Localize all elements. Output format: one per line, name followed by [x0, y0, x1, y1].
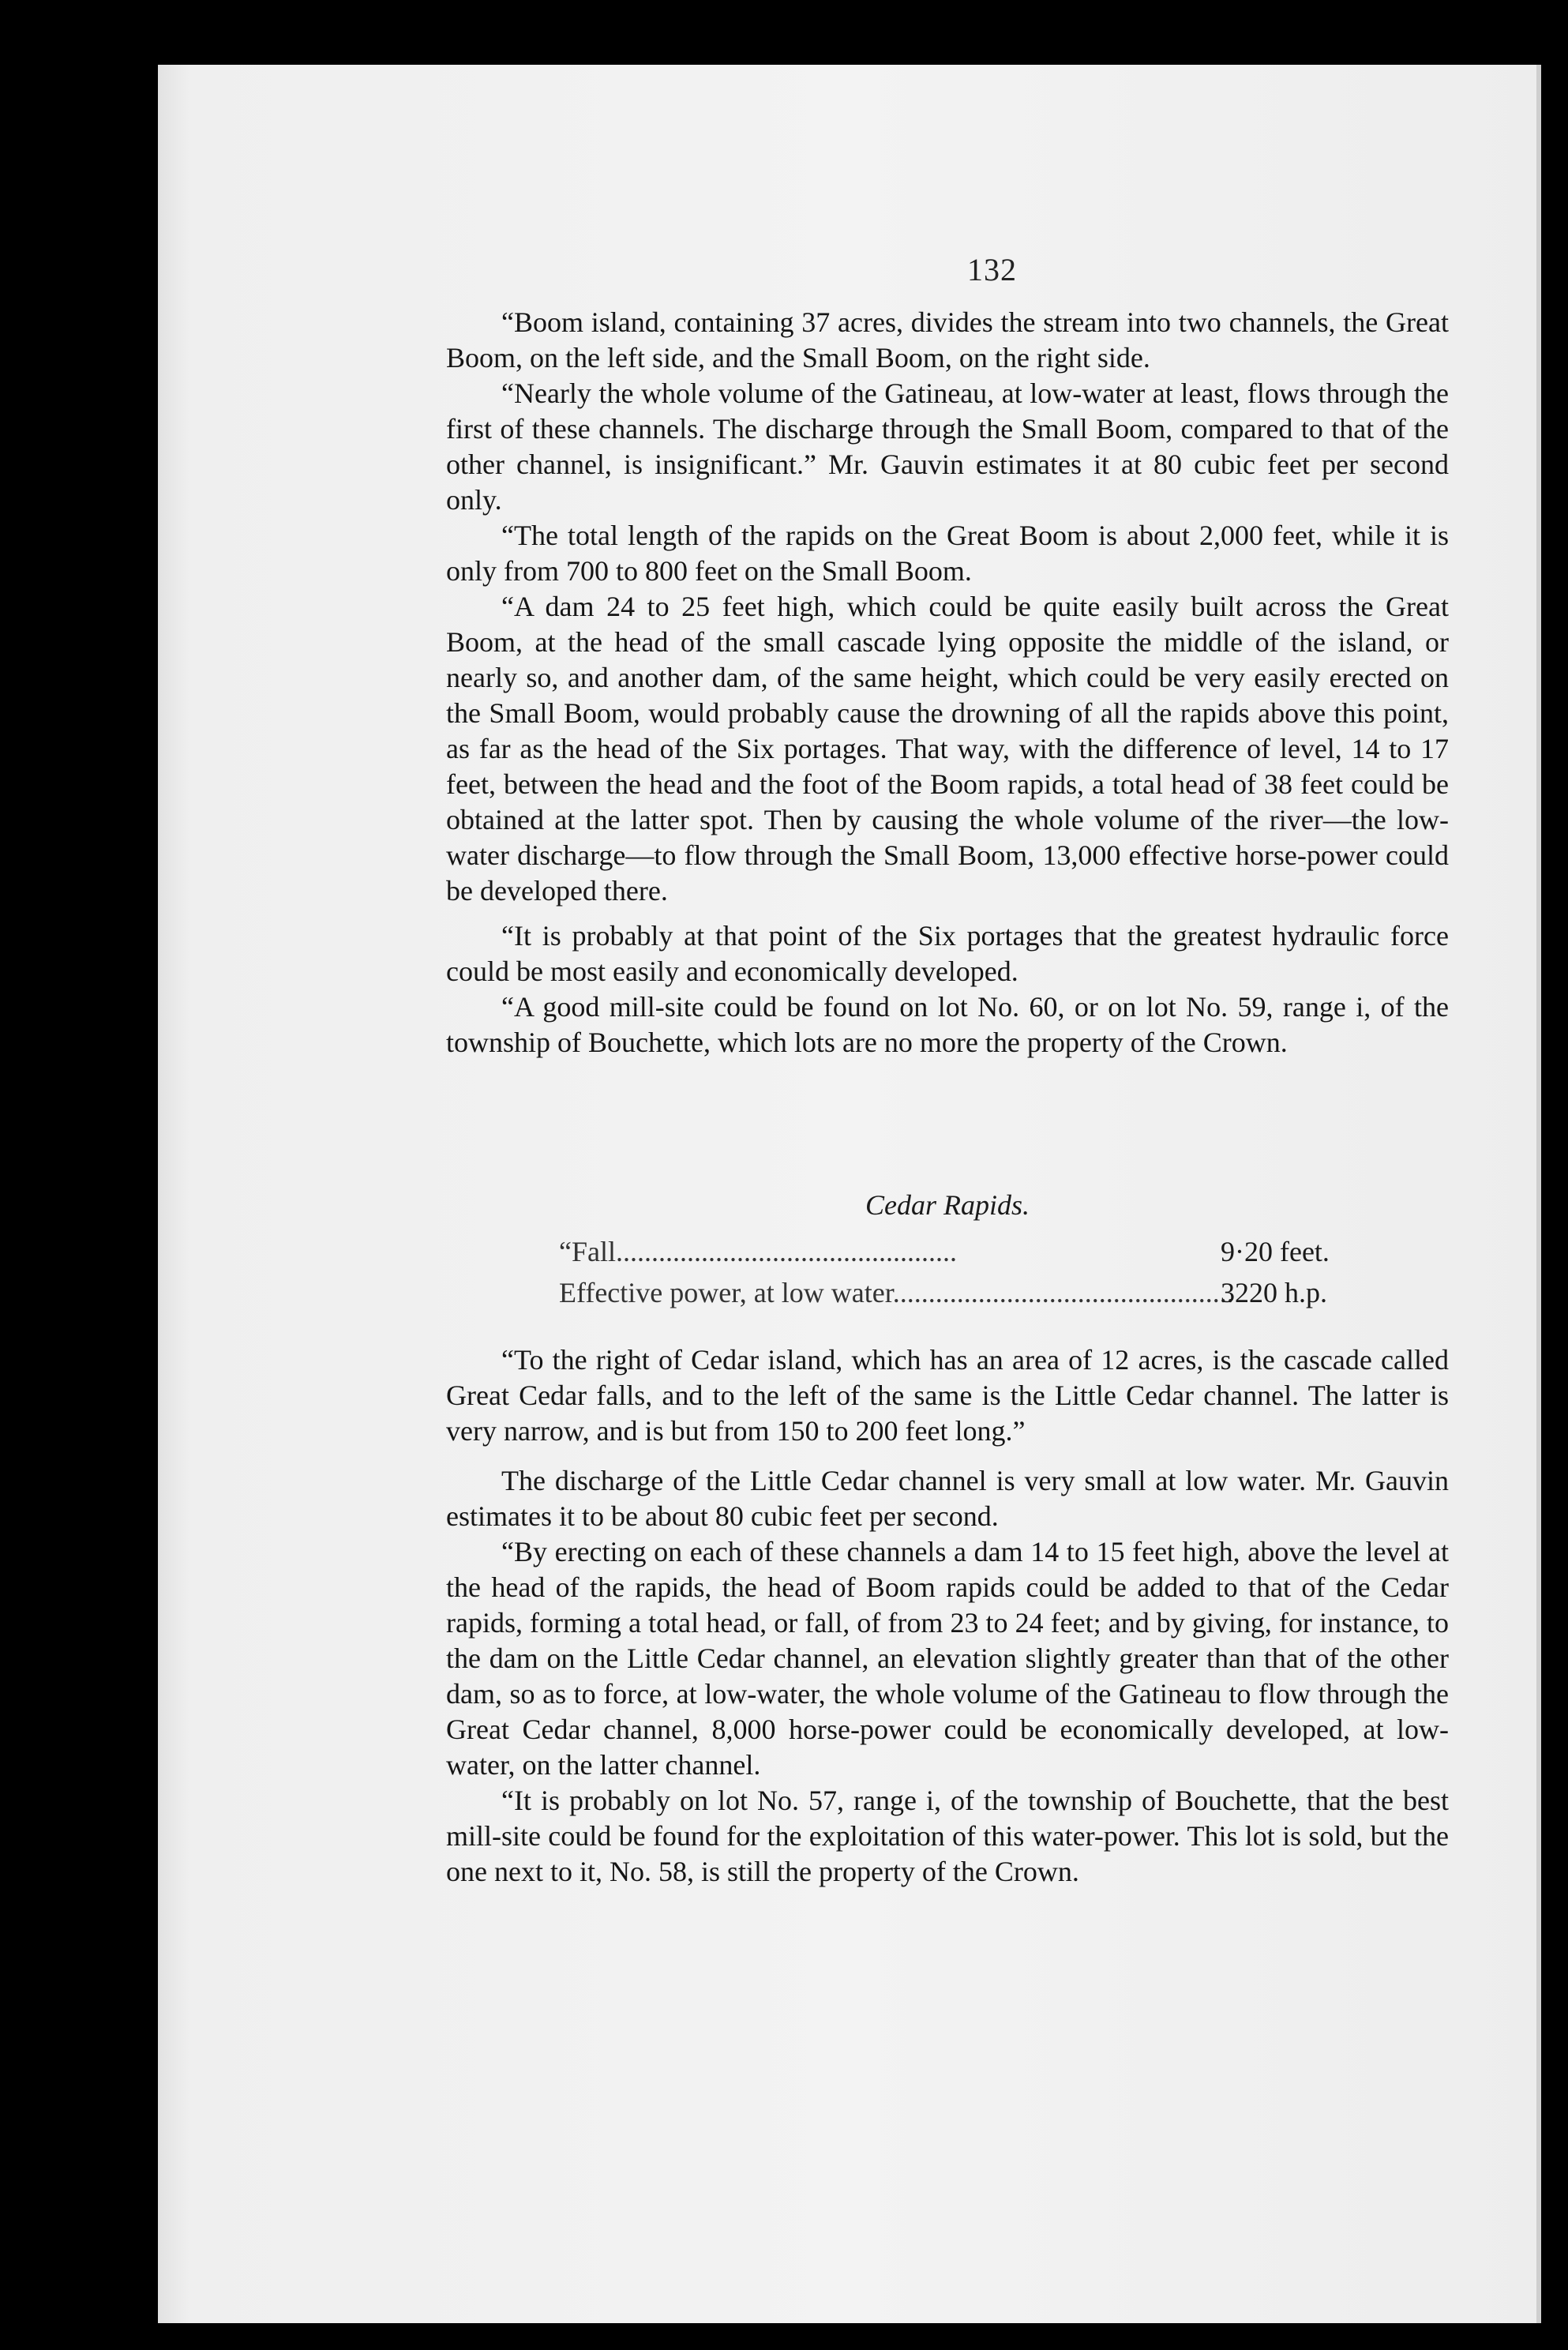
upper-text-block	[446, 305, 1449, 1061]
lower-text-block	[446, 1342, 1449, 1890]
paragraph-cedar-dams: “By erecting on each of these channels a dam 14 to 15 feet high, above the level at the head of the rapids, the head of Boom rapids could be added to that of the Cedar rapids, forming a total head, or fall, of from 23 to 24 feet; and by giving, for instance, to the dam on the Little Cedar channel, an elevation slightly greater than that of the other dam, so as to force, at low-water, the whole volume of the Gatineau to flow through the Great Cedar channel, 8,000 horse-power could be economically developed, at low-water, on the latter channel.	[446, 1536, 1449, 1781]
paragraph-mill-site-boom: “A good mill-site could be found on lot No. 60, or on lot No. 59, range i, of the township of Bouchette, which lots are no more the property of the Crown.	[446, 991, 1449, 1058]
page-number: 132	[967, 252, 1017, 287]
paragraph-boom-island: “Boom island, containing 37 acres, divides the stream into two channels, the Great Boom, on the left side, and the Small Boom, on the right side.	[446, 306, 1449, 374]
spec-row-fall	[559, 1232, 1372, 1273]
spec-label: “Fall	[559, 1236, 616, 1267]
spec-leader	[559, 1232, 1143, 1271]
spec-value: 9·20 feet.	[1221, 1236, 1330, 1267]
paragraph-cedar-island: “To the right of Cedar island, which has an area of 12 acres, is the cascade called Great Cedar falls, and to the left of the same is the Little Cedar channel. The latter is very narrow, and is but from 150 to 200 feet long.”	[446, 1344, 1449, 1447]
spec-value: 3220 h.p.	[1221, 1277, 1327, 1308]
paragraph-dam-proposal: “A dam 24 to 25 feet high, which could be quite easily built across the Great Boom, at the head of the small cascade lying opposite the middle of the island, or nearly so, and another dam, of the same height, which could be very easily erected on the Small Boom, would probably cause the drowning of all the rapids above this point, as far as the head of the Six portages. That way, with the difference of level, 14 to 17 feet, between the head and the foot of the Boom rapids, a total head of 38 feet could be obtained at the latter spot. Then by causing the whole volume of the river—the low-water discharge—to flow through the Small Boom, 13,000 effective horse-power could be developed there.	[446, 591, 1449, 907]
section-heading-cedar-rapids: Cedar Rapids.	[865, 1189, 1030, 1221]
page-edge	[1536, 65, 1541, 2323]
cedar-rapids-specs	[559, 1232, 1372, 1314]
spec-dots: ................................................	[615, 1236, 957, 1267]
spec-label: Effective power, at low water	[559, 1277, 893, 1308]
paragraph-gatineau-volume: “Nearly the whole volume of the Gatineau, at low-water at least, flows through the first of these channels. The discharge through the Small Boom, compared to that of the other channel, is insignificant.” Mr. Gauvin estimates it at 80 cubic feet per second only.	[446, 377, 1449, 516]
paragraph-rapids-length: “The total length of the rapids on the Great Boom is about 2,000 feet, while it is only from 700 to 800 feet on the Small Boom.	[446, 520, 1449, 587]
paragraph-hydraulic-force: “It is probably at that point of the Six portages that the greatest hydraulic force could be most easily and economically developed.	[446, 920, 1449, 987]
paragraph-mill-site-cedar: “It is probably on lot No. 57, range i, of the township of Bouchette, that the best mill-site could be found for the exploitation of this water-power. This lot is sold, but the one next to it, No. 58, is still the property of the Crown.	[446, 1785, 1449, 1887]
spec-leader	[559, 1273, 1234, 1312]
paragraph-little-cedar-discharge: The discharge of the Little Cedar channel is very small at low water. Mr. Gauvin estimates it to be about 80 cubic feet per second.	[446, 1465, 1449, 1532]
spec-row-power	[559, 1273, 1372, 1314]
spec-dots: ................................................	[892, 1277, 1234, 1308]
